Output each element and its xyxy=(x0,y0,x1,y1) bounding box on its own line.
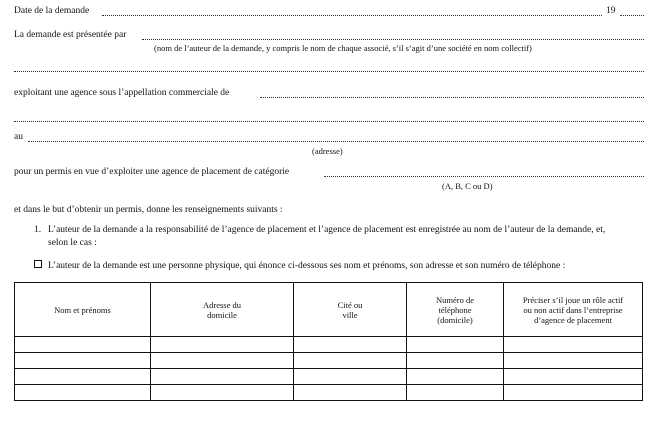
item-1-text-continued: selon le cas : xyxy=(48,238,97,248)
col-header-nom: Nom et prénoms xyxy=(15,283,151,337)
table-header-row xyxy=(15,283,643,337)
table-row xyxy=(15,337,643,353)
cell-telephone[interactable] xyxy=(407,385,504,401)
cell-nom[interactable] xyxy=(15,385,151,401)
table-row xyxy=(15,369,643,385)
presentee-par-label: La demande est présentée par xyxy=(14,30,127,40)
date-field[interactable] xyxy=(102,14,602,16)
intro-renseignements: et dans le but d’obtenir un permis, donne les renseignements suivants : xyxy=(14,205,283,215)
col-header-telephone: Numéro de téléphone (domicile) xyxy=(407,283,504,337)
cell-nom[interactable] xyxy=(15,353,151,369)
categorie-hint: (A, B, C ou D) xyxy=(442,181,493,191)
cell-nom[interactable] xyxy=(15,337,151,353)
cell-nom[interactable] xyxy=(15,369,151,385)
personne-physique-table xyxy=(14,282,643,401)
table-row xyxy=(15,385,643,401)
permis-label: pour un permis en vue d’exploiter une agence de placement de catégorie xyxy=(14,167,290,177)
personne-physique-text: L’auteur de la demande est une personne physique, qui énonce ci-dessous ses nom et prénoms, son adresse et son numéro de téléphone : xyxy=(48,261,566,271)
au-label: au xyxy=(14,132,23,142)
categorie-field[interactable] xyxy=(324,175,644,177)
personne-physique-option xyxy=(34,260,565,271)
cell-cite[interactable] xyxy=(294,353,407,369)
cell-role[interactable] xyxy=(504,353,643,369)
year-prefix: 19 xyxy=(606,6,616,16)
personne-physique-checkbox[interactable] xyxy=(34,260,42,268)
presentee-par-field-continued[interactable] xyxy=(14,70,644,72)
item-1-number: 1. xyxy=(34,225,42,235)
cell-adresse[interactable] xyxy=(151,353,294,369)
presentee-par-field[interactable] xyxy=(142,38,644,40)
cell-cite[interactable] xyxy=(294,337,407,353)
cell-adresse[interactable] xyxy=(151,337,294,353)
col-header-adresse: Adresse du domicile xyxy=(151,283,294,337)
exploitant-label: exploitant une agence sous l’appellation commerciale de xyxy=(14,88,230,98)
col-header-cite: Cité ou ville xyxy=(294,283,407,337)
cell-adresse[interactable] xyxy=(151,385,294,401)
table-row xyxy=(15,353,643,369)
cell-adresse[interactable] xyxy=(151,369,294,385)
cell-cite[interactable] xyxy=(294,369,407,385)
cell-cite[interactable] xyxy=(294,385,407,401)
cell-role[interactable] xyxy=(504,385,643,401)
date-label: Date de la demande xyxy=(14,6,90,16)
adresse-field[interactable] xyxy=(28,140,644,142)
presentee-par-hint: (nom de l’auteur de la demande, y compris le nom de chaque associé, s’il s’agit d’une société en nom collectif) xyxy=(154,43,532,53)
cell-telephone[interactable] xyxy=(407,369,504,385)
appellation-field[interactable] xyxy=(260,96,644,98)
col-header-role: Préciser s’il joue un rôle actif ou non actif dans l’entreprise d’agence de placement xyxy=(504,283,643,337)
item-1-text: L’auteur de la demande a la responsabilité de l’agence de placement et l’agence de placement est enregistrée au nom de l’auteur de la demande, et, xyxy=(48,225,606,235)
cell-role[interactable] xyxy=(504,369,643,385)
adresse-hint: (adresse) xyxy=(312,146,343,156)
cell-telephone[interactable] xyxy=(407,353,504,369)
appellation-field-continued[interactable] xyxy=(14,120,644,122)
cell-role[interactable] xyxy=(504,337,643,353)
cell-telephone[interactable] xyxy=(407,337,504,353)
year-field[interactable] xyxy=(620,14,644,16)
